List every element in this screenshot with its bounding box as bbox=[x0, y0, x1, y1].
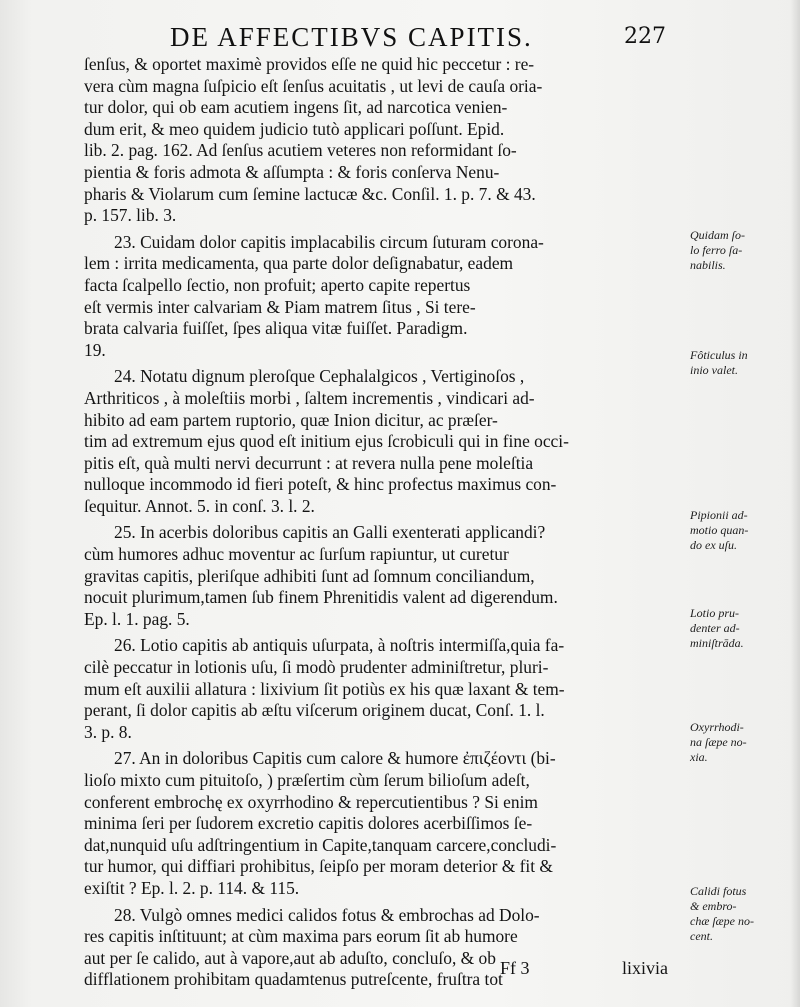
margin-note-line: miniſtrāda. bbox=[690, 636, 744, 650]
text-line: dum erit, & meo quidem judicio tutò applicari poſſunt. Epid. bbox=[84, 118, 505, 139]
text-line: res capitis inſtituunt; at cùm maxima pars eorum ſit ab humore bbox=[84, 926, 518, 947]
page-header bbox=[0, 22, 800, 52]
margin-note bbox=[690, 884, 790, 944]
text-line: cùm humores adhuc moventur ac ſurſum rapiuntur, ut curetur bbox=[84, 544, 509, 565]
text-line: tur humor, qui diffiari prohibitus, ſeipſo per moram deterior & fit & bbox=[84, 856, 553, 877]
margin-note-line: Pipionii ad- bbox=[690, 508, 748, 522]
margin-note bbox=[690, 720, 790, 765]
text-line: ſenſus, & oportet maximè providos eſſe ne quid hic peccetur : re- bbox=[84, 54, 535, 74]
text-line: 27. An in doloribus Capitis cum calore & humore ἐπιζέοντι (bi- bbox=[114, 748, 556, 769]
text-line: ſequitur. Annot. 5. in conſ. 3. l. 2. bbox=[84, 495, 315, 516]
text-line: nocuit plurimum,tamen ſub finem Phrenitidis valent ad digerendum. bbox=[84, 587, 558, 608]
text-line: 24. Notatu dignum pleroſque Cephalalgicos , Vertiginoſos , bbox=[114, 366, 525, 387]
text-line: Arthriticos , à moleſtiis morbi , ſaltem incrementis , vindicari ad- bbox=[84, 387, 535, 408]
text-line: facta ſcalpello ſectio, non profuit; aperto capite repertus bbox=[84, 274, 471, 295]
margin-note-line: Lotio pru- bbox=[690, 606, 740, 620]
margin-note-line: Calidi fotus bbox=[690, 884, 747, 898]
paragraph-24 bbox=[84, 366, 684, 517]
margin-note-line: & embro- bbox=[690, 899, 737, 913]
paragraph-26 bbox=[84, 635, 684, 743]
text-line: 25. In acerbis doloribus capitis an Galli exenterati applicandi? bbox=[114, 522, 546, 543]
margin-note-line: denter ad- bbox=[690, 621, 740, 635]
text-line: 19. bbox=[84, 339, 106, 360]
text-line: difflationem prohibitam quadamtenus putreſcente, fruſtra tot bbox=[84, 969, 503, 990]
page-number: 227 bbox=[624, 24, 666, 49]
paragraph bbox=[84, 54, 684, 227]
paragraph-25 bbox=[84, 522, 684, 630]
margin-note-line: xia. bbox=[690, 750, 708, 764]
text-line: lib. 2. pag. 162. Ad ſenſus acutiem veteres non reformidant ſo- bbox=[84, 140, 517, 161]
margin-note bbox=[690, 228, 790, 273]
signature-mark: Ff 3 bbox=[500, 958, 530, 978]
margin-notes-column bbox=[690, 0, 790, 1007]
main-text-column bbox=[84, 54, 684, 996]
text-line: 28. Vulgò omnes medici calidos fotus & embrochas ad Dolo- bbox=[114, 904, 540, 925]
text-line: aut per ſe calido, aut à vapore,aut ab aduſto, concluſo, & ob bbox=[84, 947, 496, 968]
text-line: conferent embrochę ex oxyrrhodino & repercutientibus ? Si enim bbox=[84, 791, 538, 812]
text-line: brata calvaria fuiſſet, ſpes aliqua vitæ fuiſſet. Paradigm. bbox=[84, 318, 468, 339]
text-line: Ep. l. 1. pag. 5. bbox=[84, 608, 190, 629]
catchword: lixivia bbox=[622, 958, 668, 978]
text-line: perant, ſi dolor capitis ab æſtu viſcerum originem ducat, Conſ. 1. l. bbox=[84, 700, 545, 721]
page-footer bbox=[0, 958, 800, 984]
margin-note-line: na ſæpe no- bbox=[690, 735, 747, 749]
margin-note-line: cent. bbox=[690, 929, 713, 943]
margin-note-line: Oxyrrhodi- bbox=[690, 720, 744, 734]
margin-note-line: Quidam ſo- bbox=[690, 228, 745, 242]
text-line: pitis eſt, quà multi nervi decurrunt : at revera nulla pene moleſtia bbox=[84, 452, 534, 473]
text-line: tur dolor, qui ob eam acutiem ingens ſit, ad narcotica venien- bbox=[84, 97, 508, 118]
text-line: nulloque incommodo id fieri poteſt, & hinc profectus maximus con- bbox=[84, 474, 557, 495]
text-line: pientia & foris admota & aſſumpta : & foris conſerva Nenu- bbox=[84, 161, 500, 182]
text-line: mum eſt auxilii allatura : lixivium ſit potiùs ex his quæ laxant & tem- bbox=[84, 678, 565, 699]
text-line: minima ſeri per ſudorem excretio capitis dolores acerbiſſimos ſe- bbox=[84, 813, 533, 834]
running-title: DE AFFECTIBVS CAPITIS. bbox=[170, 22, 533, 52]
text-line: dat,nunquid uſu adſtringentium in Capite,tanquam carcere,concludi- bbox=[84, 834, 557, 855]
text-line: p. 157. lib. 3. bbox=[84, 205, 177, 226]
margin-note-line: nabilis. bbox=[690, 258, 726, 272]
text-line: vera cùm magna ſuſpicio eſt ſenſus acuitatis , ut levi de cauſa oria- bbox=[84, 75, 543, 96]
text-line: 23. Cuidam dolor capitis implacabilis circum ſuturam corona- bbox=[114, 231, 544, 252]
text-line: lioſo mixto cum pituitoſo, ) præſertim cùm ſerum bilioſum adeſt, bbox=[84, 770, 530, 790]
margin-note bbox=[690, 606, 790, 651]
paragraph-27 bbox=[84, 748, 684, 899]
margin-note bbox=[690, 508, 790, 553]
text-line: lem : irrita medicamenta, qua parte dolor deſignabatur, eadem bbox=[84, 253, 514, 274]
text-line: cilè peccatur in lotionis uſu, ſi modò prudenter adminiſtretur, pluri- bbox=[84, 657, 549, 678]
text-line: eſt vermis inter calvariam & Piam matrem ſitus , Si tere- bbox=[84, 296, 476, 317]
text-line: gravitas capitis, pleriſque adhibiti ſunt ad ſomnum conciliandum, bbox=[84, 565, 535, 586]
page-edge-shadow bbox=[790, 0, 800, 1007]
text-line: tim ad extremum ejus quod eſt initium ejus ſcrobiculi qui in fine occi- bbox=[84, 431, 569, 452]
margin-note-line: do ex uſu. bbox=[690, 538, 737, 552]
margin-note bbox=[690, 348, 790, 378]
margin-note-line: inio valet. bbox=[690, 363, 738, 377]
text-line: exiſtit ? Ep. l. 2. p. 114. & 115. bbox=[84, 877, 300, 898]
text-line: 26. Lotio capitis ab antiquis uſurpata, à noſtris intermiſſa,quia fa- bbox=[114, 635, 565, 656]
margin-note-line: lo ferro ſa- bbox=[690, 243, 743, 257]
text-line: 3. p. 8. bbox=[84, 721, 132, 742]
paragraph-23 bbox=[84, 232, 684, 362]
text-line: hibito ad eam partem ruptorio, quæ Inion dicitur, ac præſer- bbox=[84, 409, 498, 430]
margin-note-line: Fôticulus in bbox=[690, 348, 748, 362]
margin-note-line: motio quan- bbox=[690, 523, 749, 537]
margin-note-line: chæ ſæpe no- bbox=[690, 914, 754, 928]
text-line: pharis & Violarum cum ſemine lactucæ &c. Conſil. 1. p. 7. & 43. bbox=[84, 183, 536, 204]
